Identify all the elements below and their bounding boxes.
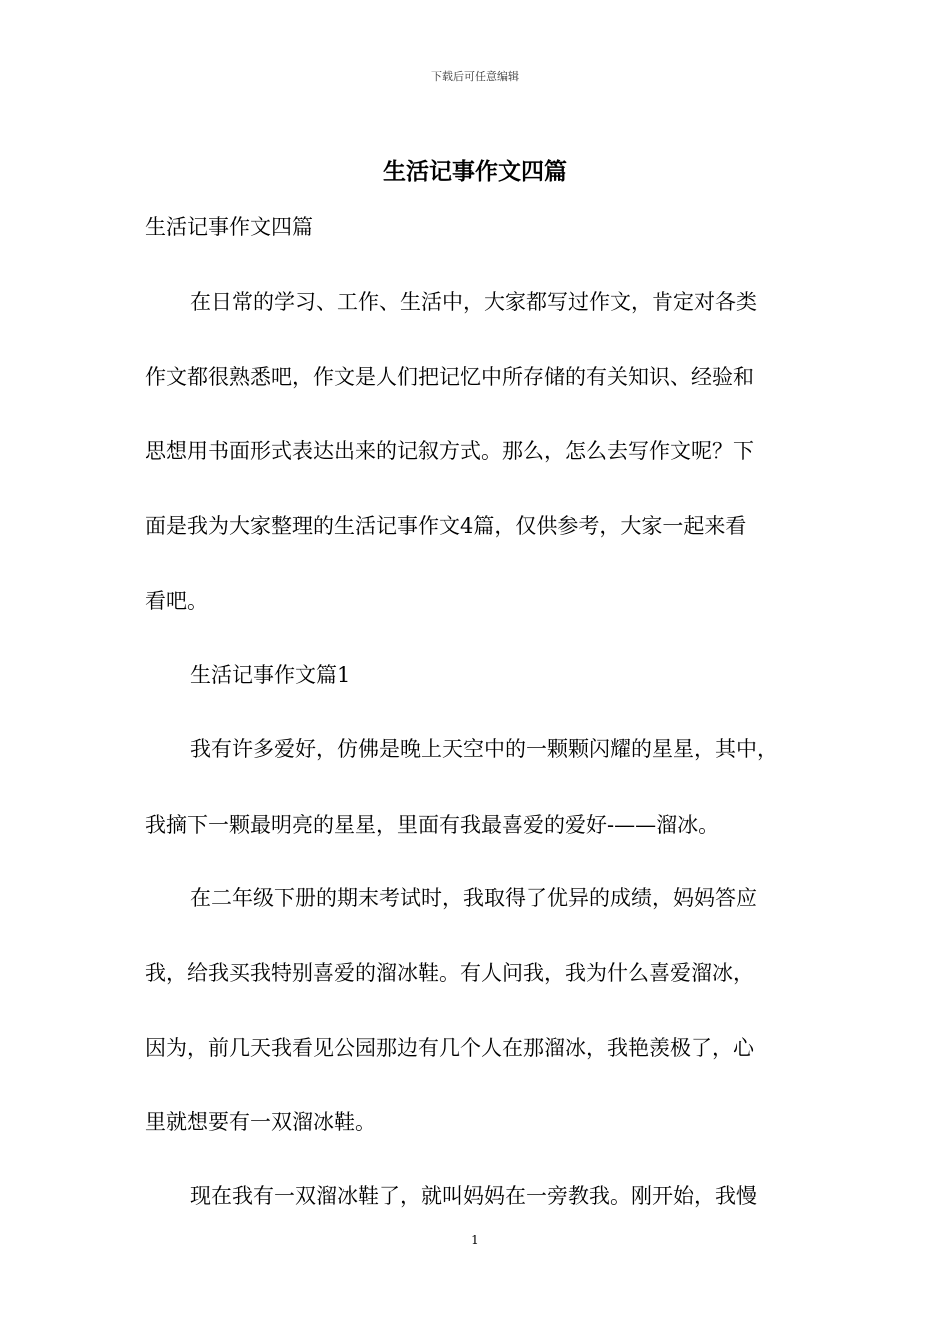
paragraph-line: 面是我为大家整理的生活记事作文4篇，仅供参考，大家一起来看: [145, 514, 747, 538]
paragraph-line: 在二年级下册的期末考试时，我取得了优异的成绩，妈妈答应: [190, 886, 757, 910]
paragraph-line: 作文都很熟悉吧，作文是人们把记忆中所存储的有关知识、经验和: [145, 365, 754, 389]
paragraph-line: 我，给我买我特别喜爱的溜冰鞋。有人问我，我为什么喜爱溜冰，: [145, 961, 754, 985]
page-number: 1: [471, 1233, 479, 1247]
paragraph-line: 我有许多爱好，仿佛是晚上天空中的一颗颗闪耀的星星，其中，: [190, 737, 778, 761]
paragraph-line: 在日常的学习、工作、生活中，大家都写过作文，肯定对各类: [190, 290, 757, 314]
paragraph-line: 因为，前几天我看见公园那边有几个人在那溜冰，我艳羡极了，心: [145, 1036, 754, 1060]
paragraph-line: 现在我有一双溜冰鞋了，就叫妈妈在一旁教我。刚开始，我慢: [190, 1184, 757, 1208]
paragraph-line: 我摘下一颗最明亮的星星，里面有我最喜爱的爱好-——溜冰。: [145, 813, 720, 837]
section-heading: 生活记事作文篇1: [190, 663, 351, 687]
subtitle-line: 生活记事作文四篇: [145, 215, 313, 239]
paragraph-line: 看吧。: [145, 589, 208, 613]
paragraph-line: 思想用书面形式表达出来的记叙方式。那么，怎么去写作文呢？下: [145, 439, 754, 463]
paragraph-line: 里就想要有一双溜冰鞋。: [145, 1110, 376, 1134]
header-note: 下载后可任意编辑: [431, 70, 519, 83]
document-title: 生活记事作文四篇: [383, 158, 567, 185]
